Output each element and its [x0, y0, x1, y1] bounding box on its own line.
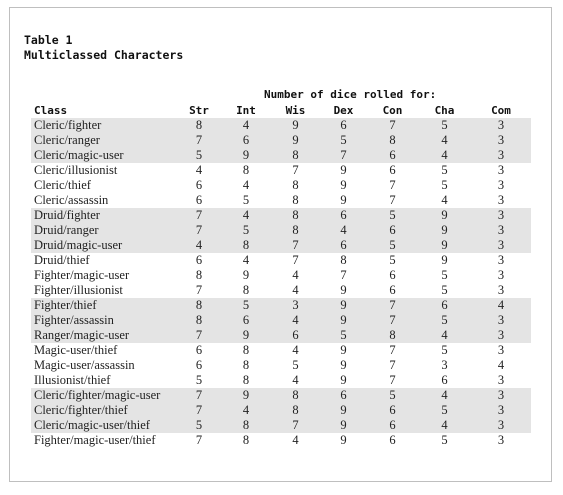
table-caption [24, 33, 183, 63]
col-header-int: Int [236, 104, 256, 117]
table-row [31, 238, 531, 253]
table-title: Multiclassed Characters [24, 48, 184, 62]
dice-wis-cell: 4 [271, 313, 320, 328]
dice-com-cell: 3 [497, 283, 505, 297]
dice-str-cell: 6 [195, 343, 203, 357]
class-name-cell: Cleric/fighter/magic-user [31, 388, 177, 403]
dice-cha-cell: 4 [418, 328, 471, 343]
dice-com-cell: 3 [471, 223, 531, 238]
dice-com-cell: 3 [471, 418, 531, 433]
dice-int-cell: 8 [242, 283, 250, 297]
class-name-cell: Druid/ranger [31, 223, 177, 238]
class-name-cell: Cleric/illusionist [34, 163, 118, 177]
dice-dex-cell: 9 [340, 283, 347, 297]
dice-wis-cell: 8 [271, 388, 320, 403]
multiclass-table [31, 103, 531, 448]
dice-str-cell: 7 [177, 208, 221, 223]
group-header: Number of dice rolled for: [264, 88, 437, 101]
dice-com-cell: 3 [471, 328, 531, 343]
class-name-cell: Cleric/thief [34, 178, 91, 192]
class-name-cell: Ranger/magic-user [31, 328, 177, 343]
dice-str-cell: 5 [177, 148, 221, 163]
dice-dex-cell: 6 [320, 118, 367, 133]
dice-int-cell: 4 [221, 208, 271, 223]
dice-wis-cell: 7 [292, 253, 299, 267]
dice-com-cell: 3 [497, 163, 505, 177]
dice-wis-cell: 8 [271, 148, 320, 163]
dice-com-cell: 3 [471, 238, 531, 253]
table-row [31, 193, 531, 208]
dice-con-cell: 6 [367, 223, 418, 238]
dice-str-cell: 6 [195, 193, 203, 207]
table-row [31, 133, 531, 148]
table-row [31, 313, 531, 328]
dice-cha-cell: 5 [441, 268, 448, 282]
dice-int-cell: 8 [242, 433, 250, 447]
table-row [31, 298, 531, 313]
dice-con-cell: 5 [367, 208, 418, 223]
class-name-cell: Cleric/fighter [31, 118, 177, 133]
table-row [31, 283, 531, 298]
dice-wis-cell: 4 [292, 373, 299, 387]
dice-con-cell: 6 [367, 148, 418, 163]
dice-con-cell: 6 [389, 163, 396, 177]
class-name-cell: Magic-user/thief [34, 343, 118, 357]
dice-dex-cell: 6 [320, 238, 367, 253]
dice-int-cell: 9 [221, 328, 271, 343]
dice-cha-cell: 9 [441, 253, 448, 267]
dice-cha-cell: 9 [418, 208, 471, 223]
table-row [31, 343, 531, 358]
table-row [31, 418, 531, 433]
dice-cha-cell: 5 [441, 163, 448, 177]
dice-int-cell: 4 [221, 118, 271, 133]
class-name-cell: Fighter/assassin [31, 313, 177, 328]
table-row [31, 223, 531, 238]
dice-cha-cell: 5 [441, 178, 448, 192]
dice-con-cell: 8 [367, 328, 418, 343]
dice-dex-cell: 9 [340, 178, 347, 192]
table-row [31, 118, 531, 133]
dice-str-cell: 6 [195, 358, 203, 372]
dice-int-cell: 4 [221, 403, 271, 418]
dice-com-cell: 3 [497, 343, 505, 357]
dice-com-cell: 3 [497, 433, 505, 447]
dice-str-cell: 8 [195, 268, 203, 282]
dice-wis-cell: 7 [271, 418, 320, 433]
dice-cha-cell: 6 [418, 298, 471, 313]
dice-wis-cell: 5 [292, 358, 299, 372]
dice-int-cell: 6 [221, 313, 271, 328]
dice-str-cell: 7 [177, 388, 221, 403]
dice-str-cell: 4 [195, 163, 203, 177]
dice-com-cell: 3 [497, 373, 505, 387]
col-header-str: Str [189, 104, 209, 117]
dice-cha-cell: 4 [441, 193, 448, 207]
dice-con-cell: 5 [367, 238, 418, 253]
col-header-dex: Dex [333, 104, 354, 117]
dice-com-cell: 3 [471, 118, 531, 133]
dice-con-cell: 6 [389, 283, 396, 297]
dice-dex-cell: 9 [340, 433, 347, 447]
dice-cha-cell: 4 [418, 418, 471, 433]
dice-dex-cell: 9 [340, 358, 347, 372]
dice-wis-cell: 9 [271, 133, 320, 148]
dice-int-cell: 9 [221, 388, 271, 403]
dice-str-cell: 7 [177, 133, 221, 148]
table-row [31, 208, 531, 223]
dice-cha-cell: 4 [418, 133, 471, 148]
dice-dex-cell: 4 [320, 223, 367, 238]
dice-int-cell: 8 [221, 418, 271, 433]
dice-dex-cell: 6 [320, 388, 367, 403]
dice-con-cell: 7 [389, 343, 396, 357]
dice-int-cell: 8 [242, 358, 250, 372]
dice-com-cell: 3 [471, 388, 531, 403]
class-name-cell: Cleric/assassin [34, 193, 109, 207]
dice-cha-cell: 4 [418, 388, 471, 403]
dice-com-cell: 3 [497, 253, 505, 267]
table-row [31, 433, 531, 448]
col-header-cha: Cha [434, 104, 455, 117]
col-header-con: Con [382, 104, 403, 117]
table-row [31, 373, 531, 388]
dice-com-cell: 3 [471, 148, 531, 163]
table-row [31, 163, 531, 178]
dice-int-cell: 8 [242, 373, 250, 387]
dice-cha-cell: 5 [418, 403, 471, 418]
dice-dex-cell: 9 [340, 343, 347, 357]
dice-wis-cell: 4 [292, 343, 299, 357]
dice-con-cell: 7 [367, 118, 418, 133]
dice-com-cell: 3 [497, 268, 505, 282]
table-row [31, 268, 531, 283]
class-name-cell: Cleric/magic-user/thief [31, 418, 177, 433]
dice-int-cell: 5 [221, 223, 271, 238]
dice-dex-cell: 7 [320, 148, 367, 163]
table-label: Table 1 [24, 33, 73, 47]
dice-wis-cell: 7 [292, 163, 299, 177]
dice-str-cell: 8 [177, 118, 221, 133]
dice-cha-cell: 3 [441, 358, 448, 372]
dice-cha-cell: 5 [441, 343, 448, 357]
dice-com-cell: 4 [471, 298, 531, 313]
table-row [31, 148, 531, 163]
dice-wis-cell: 8 [271, 208, 320, 223]
dice-str-cell: 7 [177, 223, 221, 238]
dice-con-cell: 7 [367, 298, 418, 313]
dice-int-cell: 8 [221, 238, 271, 253]
dice-wis-cell: 8 [292, 178, 299, 192]
table-row [31, 388, 531, 403]
dice-wis-cell: 7 [271, 238, 320, 253]
dice-dex-cell: 9 [340, 193, 347, 207]
class-name-cell: Druid/thief [34, 253, 90, 267]
dice-con-cell: 5 [389, 253, 396, 267]
col-header-com: Com [491, 104, 511, 117]
table-row [31, 403, 531, 418]
dice-str-cell: 7 [195, 433, 203, 447]
dice-wis-cell: 4 [292, 283, 299, 297]
dice-wis-cell: 6 [271, 328, 320, 343]
dice-con-cell: 7 [389, 373, 396, 387]
dice-con-cell: 5 [367, 388, 418, 403]
dice-dex-cell: 9 [320, 313, 367, 328]
dice-con-cell: 6 [367, 418, 418, 433]
class-name-cell: Druid/magic-user [31, 238, 177, 253]
class-name-cell: Cleric/magic-user [31, 148, 177, 163]
table-row [31, 358, 531, 373]
dice-int-cell: 4 [242, 178, 250, 192]
dice-int-cell: 5 [221, 298, 271, 313]
dice-cha-cell: 5 [418, 118, 471, 133]
dice-int-cell: 5 [242, 193, 250, 207]
col-header-wis: Wis [285, 104, 306, 117]
class-name-cell: Cleric/fighter/thief [31, 403, 177, 418]
dice-str-cell: 7 [177, 328, 221, 343]
dice-dex-cell: 9 [320, 403, 367, 418]
dice-dex-cell: 9 [320, 298, 367, 313]
dice-cha-cell: 5 [418, 313, 471, 328]
table-row [31, 253, 531, 268]
dice-int-cell: 6 [221, 133, 271, 148]
dice-com-cell: 3 [497, 178, 505, 192]
dice-dex-cell: 9 [320, 418, 367, 433]
col-header-class: Class [34, 104, 68, 117]
dice-int-cell: 8 [242, 343, 250, 357]
dice-con-cell: 7 [367, 313, 418, 328]
class-name-cell: Fighter/illusionist [34, 283, 123, 297]
dice-dex-cell: 5 [320, 133, 367, 148]
class-name-cell: Fighter/magic-user [34, 268, 130, 282]
dice-wis-cell: 4 [292, 433, 299, 447]
dice-int-cell: 9 [221, 148, 271, 163]
dice-dex-cell: 9 [340, 373, 347, 387]
class-name-cell: Illusionist/thief [34, 373, 111, 387]
dice-wis-cell: 8 [271, 223, 320, 238]
dice-con-cell: 7 [389, 178, 396, 192]
dice-cha-cell: 5 [441, 433, 448, 447]
dice-dex-cell: 9 [340, 163, 347, 177]
dice-com-cell: 3 [471, 133, 531, 148]
dice-com-cell: 3 [471, 403, 531, 418]
dice-dex-cell: 8 [340, 253, 347, 267]
dice-con-cell: 8 [367, 133, 418, 148]
dice-int-cell: 8 [242, 163, 250, 177]
dice-str-cell: 5 [177, 418, 221, 433]
dice-com-cell: 3 [471, 313, 531, 328]
dice-cha-cell: 9 [418, 238, 471, 253]
dice-cha-cell: 9 [418, 223, 471, 238]
dice-str-cell: 7 [177, 403, 221, 418]
dice-dex-cell: 5 [320, 328, 367, 343]
table-row [31, 328, 531, 343]
dice-int-cell: 9 [242, 268, 250, 282]
dice-con-cell: 6 [367, 403, 418, 418]
dice-dex-cell: 6 [320, 208, 367, 223]
header-row [31, 103, 531, 118]
dice-con-cell: 7 [389, 193, 396, 207]
dice-str-cell: 8 [177, 298, 221, 313]
table-row [31, 178, 531, 193]
class-name-cell: Fighter/magic-user/thief [34, 433, 156, 447]
dice-wis-cell: 8 [292, 193, 299, 207]
dice-wis-cell: 4 [292, 268, 299, 282]
dice-str-cell: 8 [177, 313, 221, 328]
dice-com-cell: 3 [497, 193, 505, 207]
dice-int-cell: 4 [242, 253, 250, 267]
class-name-cell: Druid/fighter [31, 208, 177, 223]
dice-cha-cell: 4 [418, 148, 471, 163]
dice-wis-cell: 8 [271, 403, 320, 418]
dice-com-cell: 3 [471, 208, 531, 223]
dice-dex-cell: 7 [340, 268, 347, 282]
dice-str-cell: 7 [195, 283, 203, 297]
dice-con-cell: 6 [389, 433, 396, 447]
dice-wis-cell: 3 [271, 298, 320, 313]
class-name-cell: Fighter/thief [31, 298, 177, 313]
class-name-cell: Magic-user/assassin [34, 358, 135, 372]
dice-str-cell: 6 [195, 253, 203, 267]
dice-con-cell: 7 [389, 358, 396, 372]
dice-cha-cell: 5 [441, 283, 448, 297]
dice-str-cell: 4 [177, 238, 221, 253]
dice-cha-cell: 6 [441, 373, 448, 387]
class-name-cell: Cleric/ranger [31, 133, 177, 148]
dice-str-cell: 6 [195, 178, 203, 192]
dice-wis-cell: 9 [271, 118, 320, 133]
dice-con-cell: 6 [389, 268, 396, 282]
dice-com-cell: 4 [497, 358, 505, 372]
dice-str-cell: 5 [195, 373, 203, 387]
